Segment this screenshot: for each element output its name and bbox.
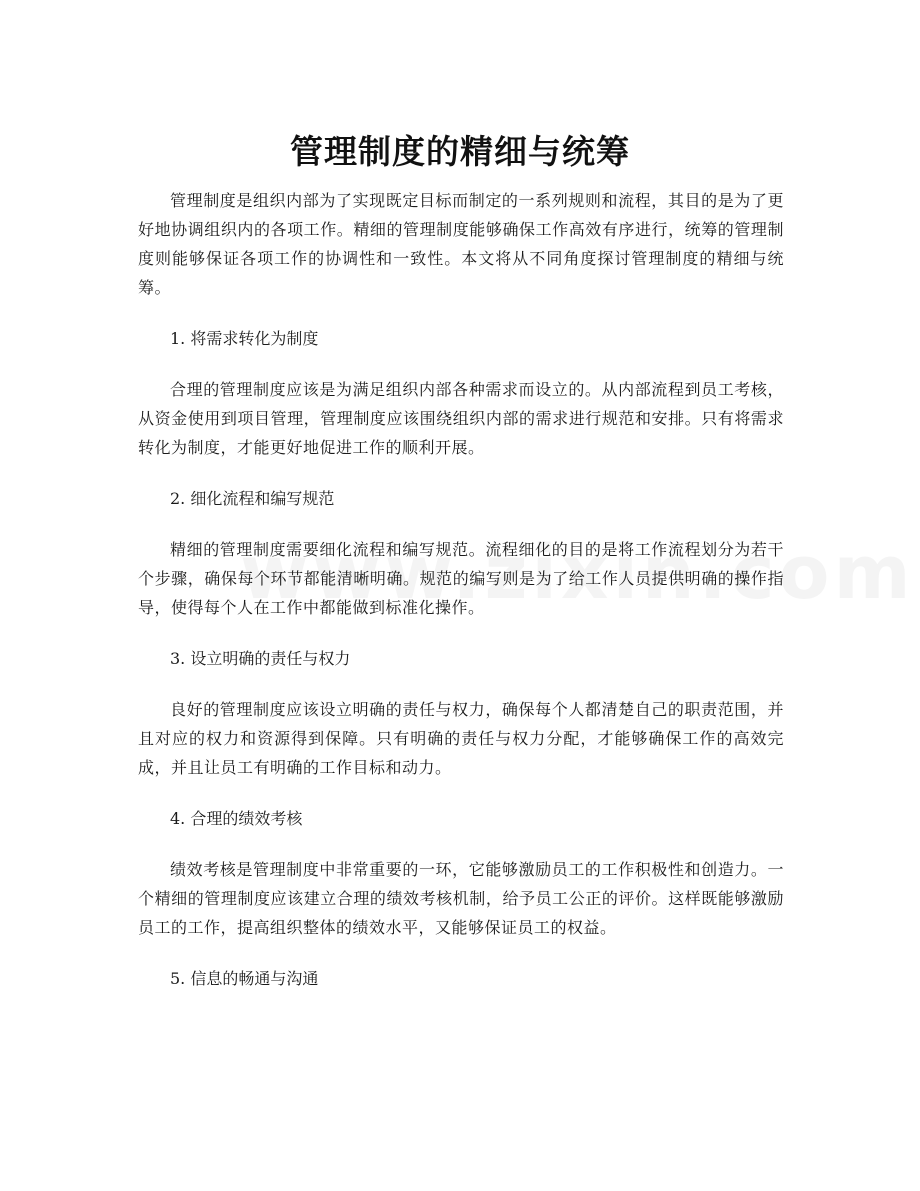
section-heading-5: 5. 信息的畅通与沟通 [170,969,319,988]
section-body-4: 绩效考核是管理制度中非常重要的一环，它能够激励员工的工作积极性和创造力。一个精细的管理制度应该建立合理的绩效考核机制，给予员工公正的评价。这样既能够激励员工的工作，提高组织整体的绩效水平，又能够保证员工的权益。 [138,860,784,937]
document-body [138,186,784,1015]
section-heading-1: 1. 将需求转化为制度 [170,329,319,348]
section-body-1: 合理的管理制度应该是为满足组织内部各种需求而设立的。从内部流程到员工考核，从资金使用到项目管理，管理制度应该围绕组织内部的需求进行规范和安排。只有将需求转化为制度，才能更好地促进工作的顺利开展。 [138,380,784,457]
section-body-3: 良好的管理制度应该设立明确的责任与权力，确保每个人都清楚自己的职责范围，并且对应的权力和资源得到保障。只有明确的责任与权力分配，才能够确保工作的高效完成，并且让员工有明确的工作目标和动力。 [138,700,784,777]
document-title: 管理制度的精细与统筹 [290,132,630,172]
intro-paragraph: 管理制度是组织内部为了实现既定目标而制定的一系列规则和流程，其目的是为了更好地协调组织内的各项工作。精细的管理制度能够确保工作高效有序进行，统筹的管理制度则能够保证各项工作的协调性和一致性。本文将从不同角度探讨管理制度的精细与统筹。 [138,191,784,297]
section-heading-2: 2. 细化流程和编写规范 [170,489,335,508]
section-heading-4: 4. 合理的绩效考核 [170,809,303,828]
section-body-2: 精细的管理制度需要细化流程和编写规范。流程细化的目的是将工作流程划分为若干个步骤，确保每个环节都能清晰明确。规范的编写则是为了给工作人员提供明确的操作指导，使得每个人在工作中都能做到标准化操作。 [138,540,784,617]
section-heading-3: 3. 设立明确的责任与权力 [170,649,351,668]
